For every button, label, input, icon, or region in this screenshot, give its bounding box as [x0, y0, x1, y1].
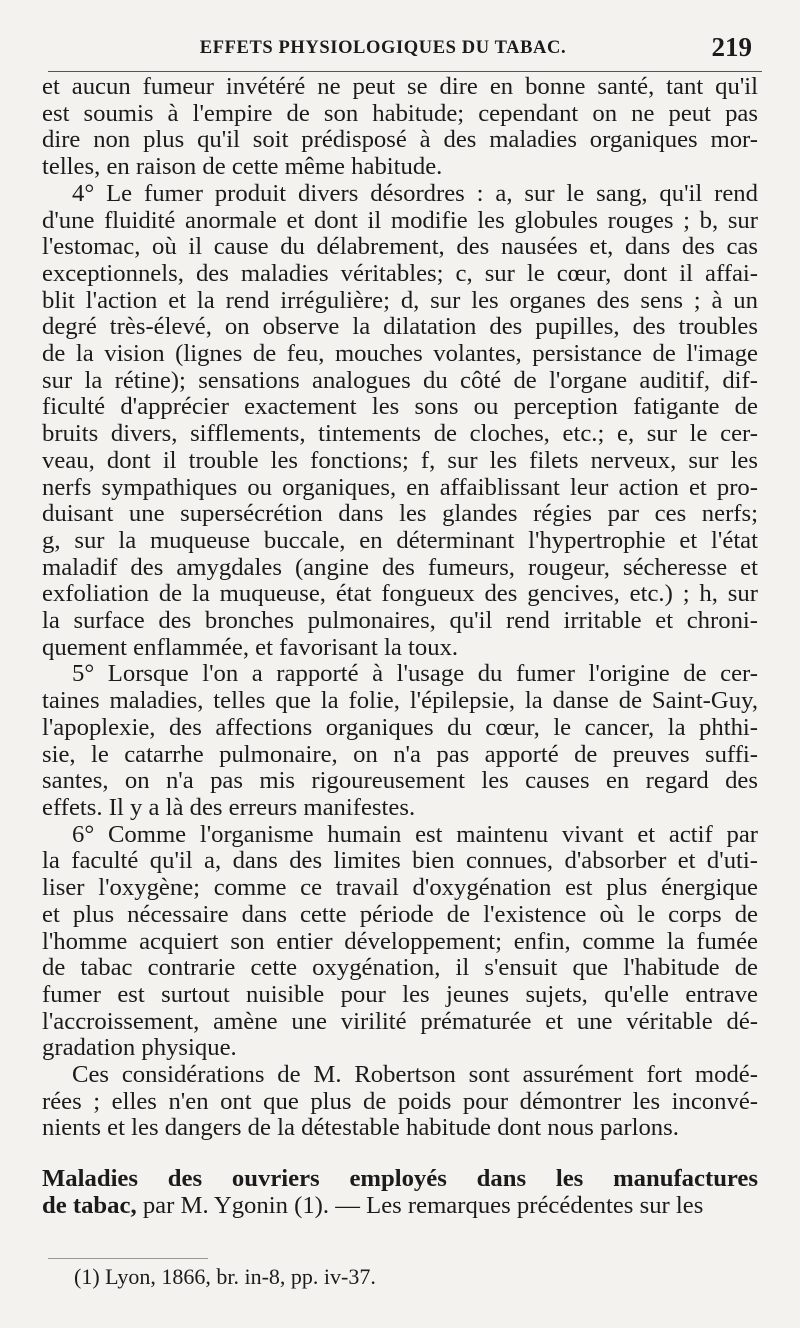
text-line: 5° Lorsque l'on a rapporté à l'usage du fumer l'origine de cer- — [72, 660, 758, 688]
paragraph-4 — [42, 822, 758, 1062]
text-line: dire non plus qu'il soit prédisposé à des maladies organiques mor- — [42, 126, 758, 154]
text-line: liser l'oxygène; comme ce travail d'oxygénation est plus énergique — [42, 874, 758, 902]
text-line: d'une fluidité anormale et dont il modifie les globules rouges ; b, sur — [42, 206, 758, 234]
text-line: duisant une supersécrétion dans les glandes régies par ces nerfs; — [42, 500, 758, 528]
text-line: et plus nécessaire dans cette période de l'existence où le corps de — [42, 900, 758, 928]
text-line: l'accroissement, amène une virilité prématurée et une véritable dé- — [42, 1007, 758, 1035]
text-line: degré très-élevé, on observe la dilatation des pupilles, des troubles — [42, 313, 758, 341]
footnote-rule — [48, 1258, 208, 1259]
text-line: de tabac contrarie cette oxygénation, il s'ensuit que l'habitude de — [42, 954, 758, 982]
text-line: de la vision (lignes de feu, mouches volantes, persistance de l'image — [42, 340, 758, 368]
text-line: blit l'action et la rend irrégulière; d, sur les organes des sens ; à un — [42, 286, 758, 314]
text-line: quement enflammée, et favorisant la toux. — [42, 633, 459, 661]
text-line: nients et les dangers de la détestable habitude dont nous parlons. — [42, 1114, 679, 1142]
text-line: la surface des bronches pulmonaires, qu'il rend irritable et chroni- — [42, 607, 758, 635]
section-heading-bold: de tabac, — [42, 1191, 137, 1219]
page-number: 219 — [711, 32, 752, 62]
text-line: santes, on n'a pas mis rigoureusement les causes en regard des — [42, 767, 758, 795]
text-line: gradation physique. — [42, 1034, 237, 1062]
page-header — [40, 28, 756, 68]
text-line: telles, en raison de cette même habitude. — [42, 153, 443, 181]
text-line: ficulté d'apprécier exactement les sons ou perception fatigante de — [42, 393, 758, 421]
text-line: exfoliation de la muqueuse, état fongueux des gencives, etc.) ; h, sur — [42, 580, 758, 608]
text-line: bruits divers, sifflements, tintements de cloches, etc.; e, sur le cer- — [42, 420, 758, 448]
header-rule — [48, 71, 762, 72]
paragraph-3 — [42, 661, 758, 821]
text-line: est soumis à l'empire de son habitude; cependant on ne peut pas — [42, 99, 758, 127]
text-line: 4° Le fumer produit divers désordres : a, sur le sang, qu'il rend — [72, 179, 758, 207]
section-heading-rest: par M. Ygonin (1). — Les remarques précédentes sur les — [136, 1191, 704, 1219]
paragraph-5 — [42, 1062, 758, 1142]
text-line: maladif des amygdales (angine des fumeurs, rougeur, sécheresse et — [42, 553, 758, 581]
text-line: taines maladies, telles que la folie, l'épilepsie, la danse de Saint-Guy, — [42, 687, 758, 715]
text-line: la faculté qu'il a, dans des limites bien connues, d'absorber et d'uti- — [42, 847, 758, 875]
paragraph-2 — [42, 181, 758, 662]
text-line: 6° Comme l'organisme humain est maintenu vivant et actif par — [72, 820, 758, 848]
text-line: l'estomac, où il cause du délabrement, des nausées et, dans des cas — [42, 233, 758, 261]
text-line: l'apoplexie, des affections organiques du cœur, le cancer, la phthi- — [42, 713, 758, 741]
text-line: sie, le catarrhe pulmonaire, on n'a pas apporté de preuves suffi- — [42, 740, 758, 768]
text-line: l'homme acquiert son entier développement; enfin, comme la fumée — [42, 927, 758, 955]
section-heading-line-1: Maladies des ouvriers employés dans les manufactures — [42, 1165, 758, 1193]
running-head: EFFETS PHYSIOLOGIQUES DU TABAC. — [199, 38, 567, 58]
text-line: rées ; elles n'en ont que plus de poids pour démontrer les inconvé- — [42, 1087, 758, 1115]
paragraph-1 — [42, 74, 758, 181]
body-text — [42, 74, 758, 1220]
text-line: exceptionnels, des maladies véritables; c, sur le cœur, dont il affai- — [42, 259, 758, 287]
text-line: g, sur la muqueuse buccale, en déterminant l'hypertrophie et l'état — [42, 526, 758, 554]
text-line: nerfs sympathiques ou organiques, en affaiblissant leur action et pro- — [42, 473, 758, 501]
text-line: effets. Il y a là des erreurs manifestes. — [42, 793, 416, 821]
footnote: (1) Lyon, 1866, br. in-8, pp. iv-37. — [74, 1264, 376, 1289]
section-heading — [42, 1166, 758, 1219]
text-line: fumer est surtout nuisible pour les jeunes sujets, qu'elle entrave — [42, 980, 758, 1008]
text-line: et aucun fumeur invétéré ne peut se dire en bonne santé, tant qu'il — [42, 73, 758, 100]
text-line: Ces considérations de M. Robertson sont assurément fort modé- — [72, 1061, 758, 1089]
text-line: veau, dont il trouble les fonctions; f, sur les filets nerveux, sur les — [42, 446, 758, 474]
text-line: sur la rétine); sensations analogues du côté de l'organe auditif, dif- — [42, 366, 758, 394]
section-heading-line-2 — [42, 1193, 758, 1220]
